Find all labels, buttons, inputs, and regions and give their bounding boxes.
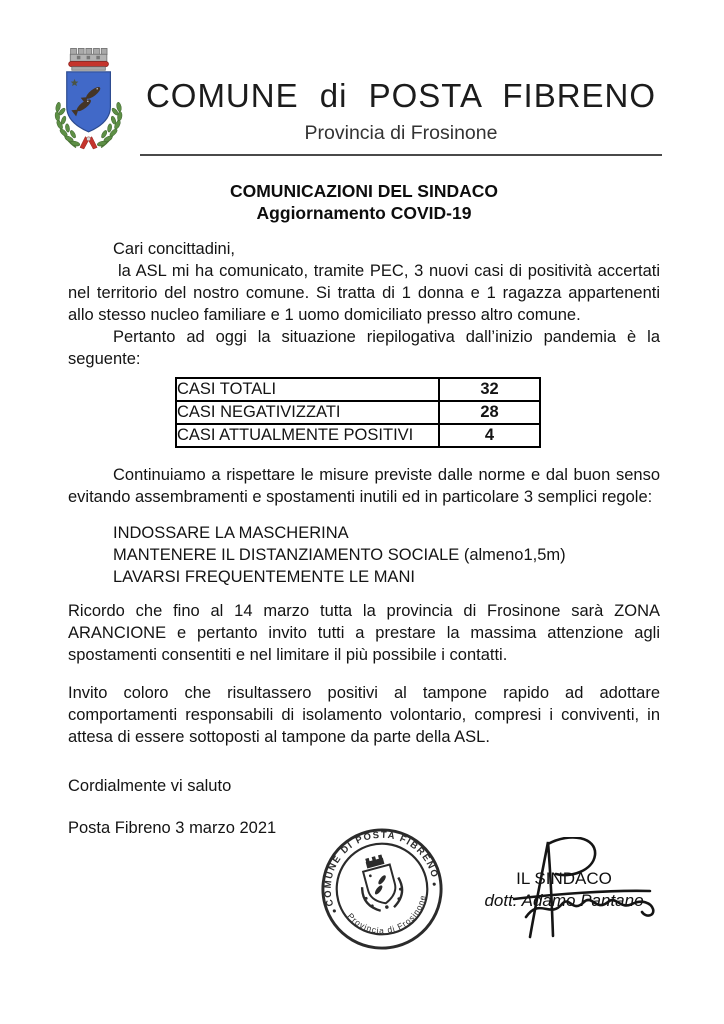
stamp-emblem-icon — [354, 852, 406, 915]
signature-area — [68, 829, 660, 989]
closing-salute: Cordialmente vi saluto — [68, 777, 232, 795]
stamp-arc-bottom-text: Provincia di Frosinone — [345, 893, 428, 936]
table-row — [176, 378, 540, 401]
orange-zone-paragraph: Ricordo che fino al 14 marzo tutta la provincia di Frosinone sarà ZONA ARANCIONE e pertanto invito tutti a prestare la massima attenzione agli spostamenti consentiti e nel limitare il più possibile i contatti. — [68, 602, 660, 664]
isolation-paragraph: Invito coloro che risultassero positivi al tampone rapido ad adottare comportamenti responsabili di isolamento volontario, compresi i conviventi, in attesa di essere sottoposti al tampone da parte della ASL. — [68, 684, 660, 746]
case-value-cell: 4 — [439, 424, 540, 447]
heading-line1: COMUNICAZIONI DEL SINDACO — [229, 181, 498, 201]
case-label-cell: CASI ATTUALMENTE POSITIVI — [176, 424, 439, 447]
signature-name: dott. Adamo Pantano — [484, 891, 644, 910]
case-label-cell: CASI TOTALI — [176, 378, 439, 401]
header-divider — [140, 154, 662, 156]
coat-of-arms-icon — [48, 44, 126, 162]
rule-item: INDOSSARE LA MASCHERINA — [113, 524, 349, 542]
intro-paragraph: la ASL mi ha comunicato, tramite PEC, 3 nuovi casi di positività accertati nel territorio del nostro comune. Si tratta di 1 donna e 1 ragazza appartenenti allo stesso nucleo familiare e 1 uomo domiciliato presso altro comune. — [68, 262, 660, 324]
case-label-cell: CASI NEGATIVIZZATI — [176, 401, 439, 424]
rule-item: LAVARSI FREQUENTEMENTE LE MANI — [113, 568, 415, 586]
table-row — [176, 424, 540, 447]
cases-table — [175, 377, 541, 448]
situation-paragraph: Pertanto ad oggi la situazione riepilogativa dall’inizio pandemia è la seguente: — [68, 328, 660, 368]
salutation: Cari concittadini, — [113, 240, 235, 258]
header-text-block — [140, 78, 662, 145]
rules-list — [113, 522, 660, 588]
case-value-cell: 32 — [439, 378, 540, 401]
doc-heading — [68, 180, 660, 224]
document-header — [0, 0, 724, 158]
case-value-cell: 28 — [439, 401, 540, 424]
measures-paragraph: Continuiamo a rispettare le misure previste dalle norme e dal buon senso evitando assembramenti e spostamenti inutili ed in particolare 3 semplici regole: — [68, 466, 660, 506]
municipality-title: COMUNE di POSTA FIBRENO — [145, 77, 657, 114]
table-row — [176, 401, 540, 424]
rule-item: MANTENERE IL DISTANZIAMENTO SOCIALE (almeno1,5m) — [113, 546, 566, 564]
signature-role: IL SINDACO — [516, 869, 612, 888]
document-body — [68, 180, 660, 989]
handwritten-signature-icon — [500, 837, 672, 941]
heading-line2: Aggiornamento COVID-19 — [256, 203, 472, 223]
stamp-arc-top-text: COMUNE DI POSTA FIBRENO — [322, 829, 441, 908]
ribbon-icon — [80, 137, 97, 149]
dateline: Posta Fibreno 3 marzo 2021 — [68, 819, 277, 837]
province-subtitle: Provincia di Frosinone — [304, 122, 498, 144]
mural-crown-icon — [69, 48, 109, 70]
